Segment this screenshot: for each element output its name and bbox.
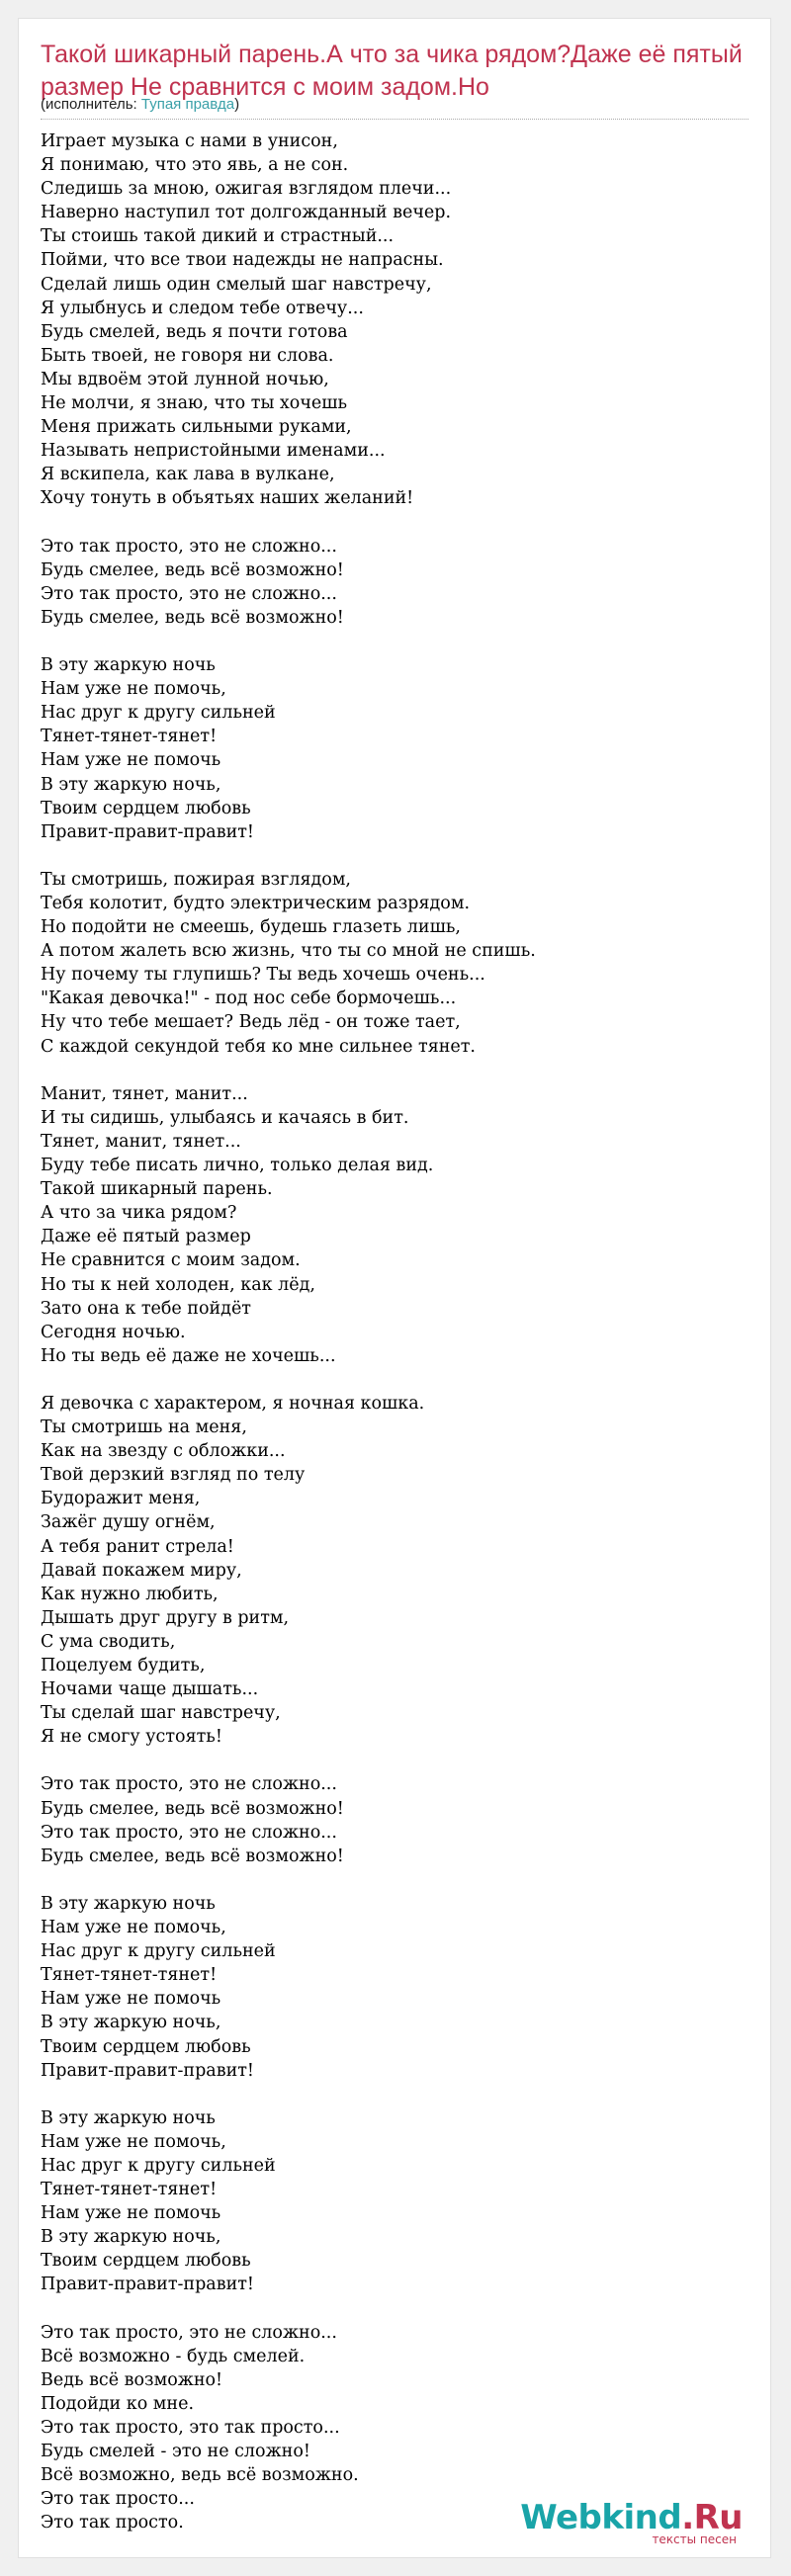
lyrics-line: Ты смотришь на меня, (41, 1417, 247, 1438)
lyrics-line: Как на звезду с обложки... (41, 1441, 286, 1462)
lyrics-line: Как нужно любить, (41, 1584, 219, 1604)
lyrics-stanza (41, 1082, 752, 1368)
lyrics-line: Дышать друг другу в ритм, (41, 1607, 290, 1628)
lyrics-line: Всё возможно - будь смелей. (41, 2346, 306, 2366)
lyrics-stanza (41, 2106, 752, 2297)
lyrics-line: Я понимаю, что это явь, а не сон. (41, 155, 349, 176)
lyrics-line: Тянет, манит, тянет... (41, 1131, 241, 1152)
lyrics-line: Нам уже не помочь (41, 1989, 221, 2010)
lyrics-line: Будь смелей, ведь я почти готова (41, 321, 348, 342)
artist-prefix: (исполнитель: (41, 96, 141, 113)
lyrics-line: Нас друг к другу сильней (41, 1941, 276, 1962)
lyrics-line: Зажёг душу огнём, (41, 1512, 216, 1533)
lyrics-line: Я девочка с характером, я ночная кошка. (41, 1393, 425, 1414)
artist-link[interactable]: Тупая правда (140, 96, 235, 113)
lyrics-line: Нас друг к другу сильней (41, 2155, 276, 2176)
lyrics-stanza (41, 1392, 752, 1749)
logo-tagline: тексты песен (652, 2533, 737, 2546)
lyrics-line: Нам уже не помочь, (41, 2131, 226, 2152)
lyrics-text (41, 129, 752, 2534)
lyrics-line: Сделай лишь один смелый шаг навстречу, (41, 274, 432, 295)
lyrics-line: Я вскипела, как лава в вулкане, (41, 465, 335, 485)
lyrics-line: Такой шикарный парень. (41, 1179, 273, 1200)
lyrics-line: Тянет-тянет-тянет! (41, 727, 218, 747)
lyrics-line: Нам уже не помочь (41, 2203, 221, 2224)
lyrics-line: Не молчи, я знаю, что ты хочешь (41, 393, 348, 414)
lyrics-line: Быть твоей, не говоря ни слова. (41, 345, 334, 366)
lyrics-line: Зато она к тебе пойдёт (41, 1298, 251, 1319)
lyrics-line: Играет музыка с нами в унисон, (41, 131, 338, 151)
lyrics-line: Ведь всё возможно! (41, 2369, 223, 2390)
lyrics-line: "Какая девочка!" - под нос себе бормочешь... (41, 988, 457, 1009)
artist-line (41, 95, 239, 115)
lyrics-line: Тянет-тянет-тянет! (41, 2180, 218, 2200)
lyrics-line: Даже её пятый размер (41, 1227, 251, 1247)
lyrics-line: Нам уже не помочь, (41, 679, 226, 700)
lyrics-line: Я улыбнусь и следом тебе отвечу... (41, 298, 364, 318)
lyrics-line: А тебя ранит стрела! (41, 1536, 234, 1557)
logo-tld: .Ru (681, 2498, 743, 2537)
song-title: Такой шикарный парень.А что за чика рядом?Даже её пятый размер Не сравнится с моим задом.Но (41, 41, 743, 101)
artist-suffix: ) (234, 96, 240, 113)
lyrics-line: Мы вдвоём этой лунной ночью, (41, 369, 329, 389)
lyrics-line: В эту жаркую ночь, (41, 774, 221, 795)
lyrics-line: Следишь за мною, ожигая взглядом плечи... (41, 179, 452, 200)
lyrics-line: Но ты ведь её даже не хочешь... (41, 1345, 336, 1366)
lyrics-line: Это так просто, это не сложно... (41, 536, 337, 557)
lyrics-line: Нам уже не помочь (41, 750, 221, 771)
lyrics-stanza (41, 868, 752, 1059)
lyrics-line: Пойми, что все твои надежды не напрасны. (41, 250, 444, 271)
lyrics-line: Правит-правит-правит! (41, 2060, 254, 2081)
lyrics-line: Будь смелее, ведь всё возможно! (41, 1798, 344, 1819)
lyrics-line: Это так просто, это не сложно... (41, 583, 337, 604)
lyrics-line: Будь смелее, ведь всё возможно! (41, 607, 344, 628)
lyrics-line: В эту жаркую ночь (41, 655, 216, 676)
lyrics-stanza (41, 1772, 752, 1867)
lyrics-line: Не сравнится с моим задом. (41, 1250, 301, 1271)
lyrics-line: Это так просто... (41, 2489, 195, 2510)
lyrics-line: А что за чика рядом? (41, 1203, 237, 1224)
lyrics-line: Всё возможно, ведь всё возможно. (41, 2465, 359, 2486)
header-divider (41, 119, 748, 120)
lyrics-line: А потом жалеть всю жизнь, что ты со мной не спишь. (41, 941, 536, 962)
lyrics-card (18, 18, 771, 2558)
site-logo[interactable] (520, 2500, 743, 2545)
lyrics-line: В эту жаркую ночь (41, 1893, 216, 1914)
lyrics-line: Будь смелей - это не сложно! (41, 2442, 310, 2462)
lyrics-line: Давай покажем миру, (41, 1560, 242, 1581)
lyrics-line: Наверно наступил тот долгожданный вечер. (41, 203, 452, 223)
lyrics-line: Нам уже не помочь, (41, 1918, 226, 1938)
lyrics-line: Твоим сердцем любовь (41, 2036, 251, 2057)
lyrics-line: Поцелуем будить, (41, 1656, 206, 1675)
logo-wordmark (520, 2500, 743, 2535)
logo-brand: Webkind (520, 2498, 682, 2537)
lyrics-line: Подойди ко мне. (41, 2393, 195, 2414)
lyrics-line: Это так просто, это не сложно... (41, 2322, 337, 2343)
lyrics-line: Ты стоишь такой дикий и страстный... (41, 226, 395, 247)
lyrics-stanza (41, 1892, 752, 2083)
lyrics-line: Будь смелее, ведь всё возможно! (41, 559, 344, 580)
lyrics-line: Твоим сердцем любовь (41, 2251, 251, 2272)
lyrics-line: В эту жаркую ночь, (41, 2227, 221, 2248)
lyrics-line: Правит-правит-правит! (41, 821, 254, 842)
lyrics-line: В эту жаркую ночь, (41, 2013, 221, 2033)
lyrics-line: Ночами чаще дышать... (41, 1679, 259, 1700)
lyrics-line: Это так просто, это не сложно... (41, 1822, 337, 1843)
lyrics-line: Ты смотришь, пожирая взглядом, (41, 869, 351, 890)
lyrics-line: Правит-правит-правит! (41, 2275, 254, 2295)
lyrics-line: Это так просто, это не сложно... (41, 1774, 337, 1795)
lyrics-line: Меня прижать сильными руками, (41, 417, 352, 438)
lyrics-line: С каждой секундой тебя ко мне сильнее тянет. (41, 1036, 476, 1057)
lyrics-stanza (41, 129, 752, 511)
lyrics-line: Будоражит меня, (41, 1489, 201, 1509)
lyrics-line: Тебя колотит, будто электрическим разрядом. (41, 894, 471, 913)
lyrics-line: Манит, тянет, манит... (41, 1083, 248, 1104)
lyrics-line: Ну что тебе мешает? Ведь лёд - он тоже тает, (41, 1012, 461, 1033)
lyrics-line: Будь смелее, ведь всё возможно! (41, 1846, 344, 1866)
lyrics-line: Твой дерзкий взгляд по телу (41, 1465, 306, 1486)
lyrics-line: Но подойти не смеешь, будешь глазеть лишь, (41, 917, 461, 938)
lyrics-line: Твоим сердцем любовь (41, 798, 251, 818)
lyrics-stanza (41, 653, 752, 844)
lyrics-line: Я не смогу устоять! (41, 1727, 222, 1748)
lyrics-line: Это так просто, это так просто... (41, 2418, 340, 2438)
lyrics-line: Ну почему ты глупишь? Ты ведь хочешь очень... (41, 965, 485, 986)
lyrics-line: Это так просто. (41, 2513, 184, 2533)
lyrics-line: В эту жаркую ночь (41, 2107, 216, 2128)
lyrics-line: И ты сидишь, улыбаясь и качаясь в бит. (41, 1107, 409, 1128)
lyrics-line: С ума сводить, (41, 1631, 176, 1652)
lyrics-line: Сегодня ночью. (41, 1322, 186, 1342)
lyrics-line: Но ты к ней холоден, как лёд, (41, 1274, 315, 1295)
lyrics-line: Нас друг к другу сильней (41, 703, 276, 724)
lyrics-line: Буду тебе писать лично, только делая вид. (41, 1156, 434, 1176)
lyrics-line: Тянет-тянет-тянет! (41, 1965, 218, 1986)
lyrics-line: Называть непристойными именами... (41, 441, 386, 462)
lyrics-line: Ты сделай шаг навстречу, (41, 1703, 281, 1724)
lyrics-line: Хочу тонуть в объятьях наших желаний! (41, 488, 414, 509)
lyrics-stanza (41, 535, 752, 630)
